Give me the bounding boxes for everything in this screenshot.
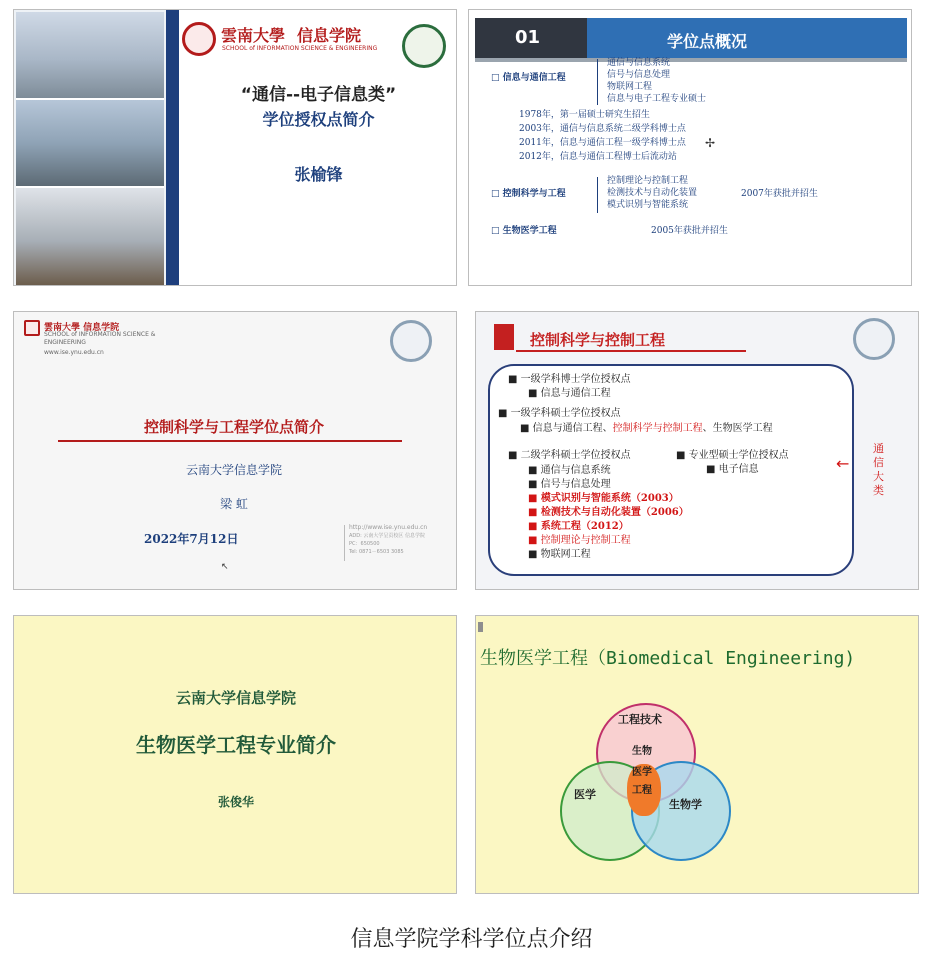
- program2-sub-3: 模式识别与智能系统: [607, 200, 689, 210]
- contact-postcode: PC：650500: [349, 541, 380, 547]
- slide5-title: 生物医学工程专业简介: [136, 733, 336, 757]
- slide1-presenter: 张榆锋: [294, 165, 343, 184]
- phd-header: ■ 一级学科博士学位授权点: [508, 374, 631, 385]
- contact-divider: [344, 525, 345, 561]
- mouse-pointer-icon: ↖: [221, 562, 229, 572]
- campus-photo-1: [16, 12, 164, 100]
- university-emblem-icon: [182, 22, 216, 56]
- master-header: ■ 一级学科硕士学位授权点: [498, 408, 621, 419]
- slide5-presenter: 张俊华: [217, 795, 254, 809]
- program1-sub-2: 信号与信息处理: [607, 70, 671, 80]
- slide-marker: [478, 622, 483, 632]
- program1-sub-1: 通信与信息系统: [607, 58, 671, 68]
- label-center-3: 工程: [632, 785, 652, 796]
- master-items: [520, 422, 773, 436]
- school-name-cn: 雲南大學: [221, 26, 286, 45]
- title-gate-icon: [494, 324, 514, 350]
- header-en: SCHOOL of INFORMATION SCIENCE & ENGINEERING: [44, 331, 156, 346]
- second-item-2: ■ 信号与信息处理: [528, 479, 611, 490]
- slide-thumbnail-2[interactable]: [468, 9, 912, 286]
- second-item-7: ■ 物联网工程: [528, 549, 591, 560]
- slide1-title-line2: 学位授权点简介: [262, 110, 375, 129]
- master-item-a: ■ 信息与通信工程、: [520, 423, 613, 434]
- university-seal-icon: [853, 318, 895, 360]
- second-item-4: ■ 检测技术与自动化装置（2006）: [528, 507, 689, 518]
- program3-note: 2005年获批并招生: [651, 226, 728, 236]
- second-item-1: ■ 通信与信息系统: [528, 465, 611, 476]
- campus-photo-2: [16, 100, 164, 188]
- history-4: 2012年，信息与通信工程博士后流动站: [519, 152, 677, 162]
- label-center-1: 生物: [632, 746, 652, 757]
- slide3-presenter: 梁 虹: [220, 497, 248, 511]
- slide-thumbnail-6[interactable]: [475, 615, 919, 894]
- slide3-date: 2022年7月12日: [144, 532, 239, 546]
- campus-photo-strip: [14, 10, 166, 286]
- second-level-header: ■ 二级学科硕士学位授权点: [508, 450, 631, 461]
- contact-tel: Tel: 0871－6503 3085: [349, 549, 404, 555]
- slide3-org: 云南大学信息学院: [185, 463, 282, 477]
- mouse-cursor-icon: ✢: [705, 136, 716, 150]
- history-2: 2003年，通信与信息系统二级学科博士点: [519, 124, 686, 134]
- history-3: 2011年，信息与通信工程一级学科博士点: [519, 138, 686, 148]
- arrow-left-icon: ←: [836, 454, 850, 473]
- program1-bracket: [597, 59, 606, 105]
- program2-bracket: [597, 177, 606, 213]
- phd-item: ■ 信息与通信工程: [528, 388, 611, 399]
- figure-caption: 信息学院学科学位点介绍: [350, 927, 593, 952]
- program2-sub-2: 检测技术与自动化装置: [607, 188, 698, 198]
- title-underline: [475, 58, 907, 62]
- section-number: 01: [515, 27, 541, 48]
- side-label: 通信大类: [873, 442, 884, 497]
- section-title-box: [587, 18, 907, 58]
- header-cn: 雲南大學 信息学院: [44, 323, 120, 333]
- slide6-title: 生物医学工程（Biomedical Engineering): [480, 648, 856, 669]
- slide-thumbnail-4[interactable]: [475, 311, 919, 590]
- professional-header: ■ 专业型硕士学位授权点: [676, 450, 789, 461]
- slide-thumbnail-3[interactable]: [13, 311, 457, 590]
- title-underline: [516, 350, 746, 352]
- slide-thumbnail-5[interactable]: [13, 615, 457, 894]
- label-medicine: 医学: [574, 788, 596, 801]
- history-1: 1978年，第一届硕士研究生招生: [519, 110, 650, 120]
- university-seal-icon: [390, 320, 432, 362]
- program2-sub-1: 控制理论与控制工程: [607, 176, 689, 186]
- professional-item: ■ 电子信息: [706, 464, 759, 475]
- second-item-5: ■ 系统工程（2012）: [528, 521, 629, 532]
- school-dept-name: 信息学院: [297, 26, 362, 45]
- header-url: www.ise.ynu.edu.cn: [44, 349, 104, 356]
- slide-thumbnail-1[interactable]: [13, 9, 457, 286]
- campus-photo-3: [16, 188, 164, 286]
- program2-name: □ 控制科学与工程: [491, 189, 566, 199]
- contact-address: ADD: 云南大学呈贡校区 信息学院: [349, 533, 425, 539]
- school-logo-icon: [24, 320, 40, 336]
- second-item-6: ■ 控制理论与控制工程: [528, 535, 631, 546]
- label-engineering: 工程技术: [618, 713, 662, 726]
- master-item-c: 、生物医学工程: [702, 423, 773, 434]
- title-rule: [58, 440, 402, 442]
- university-seal-icon: [402, 24, 446, 68]
- contact-url: http://www.ise.ynu.edu.cn: [349, 524, 428, 531]
- program1-name: □ 信息与通信工程: [491, 73, 566, 83]
- label-biology: 生物学: [669, 798, 702, 811]
- slide4-title: 控制科学与控制工程: [530, 331, 666, 349]
- school-name-en: SCHOOL of INFORMATION SCIENCE & ENGINEERING: [222, 45, 378, 52]
- section-number-box: [475, 18, 587, 58]
- slide3-title: 控制科学与工程学位点简介: [143, 418, 324, 436]
- slide1-title-line1: “通信--电子信息类”: [240, 85, 397, 105]
- slide5-org: 云南大学信息学院: [175, 689, 296, 707]
- label-center-2: 医学: [632, 767, 652, 778]
- program3-name: □ 生物医学工程: [491, 226, 557, 236]
- master-item-b: 控制科学与控制工程: [612, 423, 703, 434]
- program2-note: 2007年获批并招生: [741, 189, 818, 199]
- blue-divider-bar: [166, 10, 179, 286]
- section-title: 学位点概况: [667, 32, 748, 51]
- second-item-3: ■ 模式识别与智能系统（2003）: [528, 493, 679, 504]
- program1-sub-3: 物联网工程: [607, 82, 653, 92]
- program1-sub-4: 信息与电子工程专业硕士: [607, 94, 707, 104]
